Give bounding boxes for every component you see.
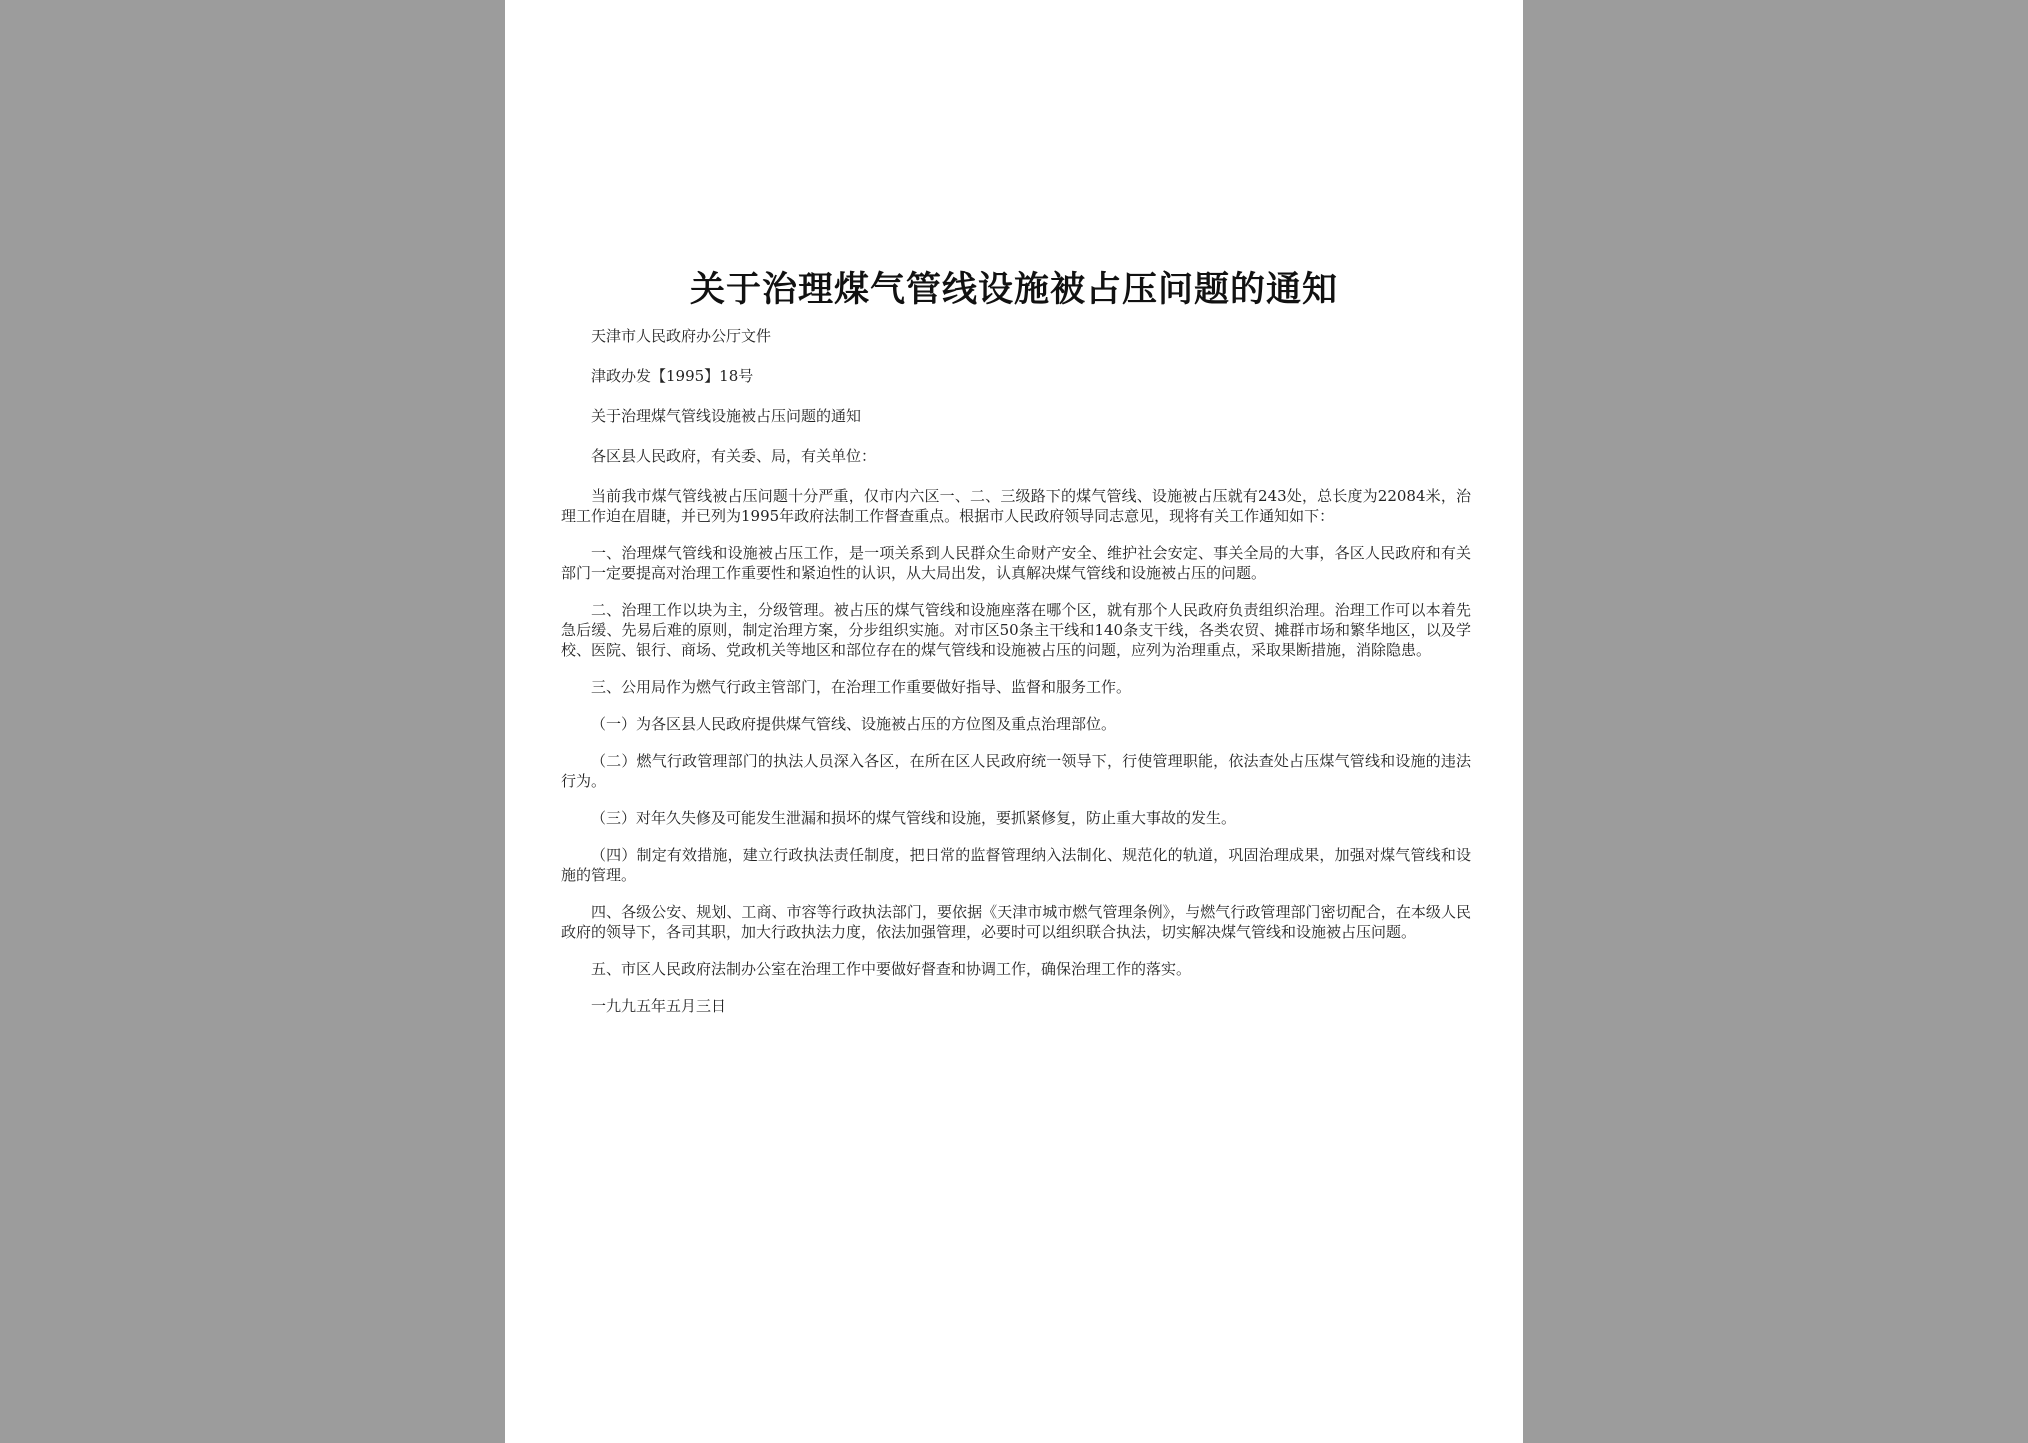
paragraph-5: 五、市区人民政府法制办公室在治理工作中要做好督查和协调工作，确保治理工作的落实。	[591, 960, 1192, 978]
paragraph-3-item-1: （一）为各区县人民政府提供煤气管线、设施被占压的方位图及重点治理部位。	[591, 715, 1117, 733]
paragraph-intro: 当前我市煤气管线被占压问题十分严重，仅市内六区一、二、三级路下的煤气管线、设施被占压就有243处，总长度为22084米，治理工作迫在眉睫，并已列为1995年政府法制工作督查重点。根据市人民政府领导同志意见，现将有关工作通知如下：	[561, 487, 1471, 525]
paragraph-3-item-2: （二）燃气行政管理部门的执法人员深入各区，在所在区人民政府统一领导下，行使管理职能，依法查处占压煤气管线和设施的违法行为。	[561, 752, 1471, 790]
paragraph-3-item-3: （三）对年久失修及可能发生泄漏和损坏的煤气管线和设施，要抓紧修复，防止重大事故的发生。	[591, 809, 1237, 827]
doc-number-line: 津政办发【1995】18号	[591, 367, 754, 385]
document-body	[561, 326, 1471, 1033]
issuer-line: 天津市人民政府办公厅文件	[591, 327, 772, 345]
paragraph-3: 三、公用局作为燃气行政主管部门，在治理工作重要做好指导、监督和服务工作。	[591, 678, 1132, 696]
paragraph-2: 二、治理工作以块为主，分级管理。被占压的煤气管线和设施座落在哪个区，就有那个人民政府负责组织治理。治理工作可以本着先急后缓、先易后难的原则，制定治理方案，分步组织实施。对市区50条主干线和140条支干线，各类农贸、摊群市场和繁华地区，以及学校、医院、银行、商场、党政机关等地区和部位存在的煤气管线和设施被占压的问题，应列为治理重点，采取果断措施，消除隐患。	[561, 601, 1471, 659]
addressee-line: 各区县人民政府，有关委、局，有关单位：	[591, 447, 877, 465]
paragraph-4: 四、各级公安、规划、工商、市容等行政执法部门，要依据《天津市城市燃气管理条例》，与燃气行政管理部门密切配合，在本级人民政府的领导下，各司其职，加大行政执法力度，依法加强管理，必要时可以组织联合执法，切实解决煤气管线和设施被占压问题。	[561, 903, 1471, 941]
document-date: 一九九五年五月三日	[591, 997, 727, 1015]
paragraph-1: 一、治理煤气管线和设施被占压工作，是一项关系到人民群众生命财产安全、维护社会安定、事关全局的大事，各区人民政府和有关部门一定要提高对治理工作重要性和紧迫性的认识，从大局出发，认真解决煤气管线和设施被占压的问题。	[561, 544, 1471, 582]
document-title: 关于治理煤气管线设施被占压问题的通知	[689, 269, 1338, 310]
document-page	[505, 0, 1523, 1443]
paragraph-3-item-4: （四）制定有效措施，建立行政执法责任制度，把日常的监督管理纳入法制化、规范化的轨道，巩固治理成果，加强对煤气管线和设施的管理。	[561, 846, 1471, 884]
subject-line: 关于治理煤气管线设施被占压问题的通知	[591, 407, 862, 425]
